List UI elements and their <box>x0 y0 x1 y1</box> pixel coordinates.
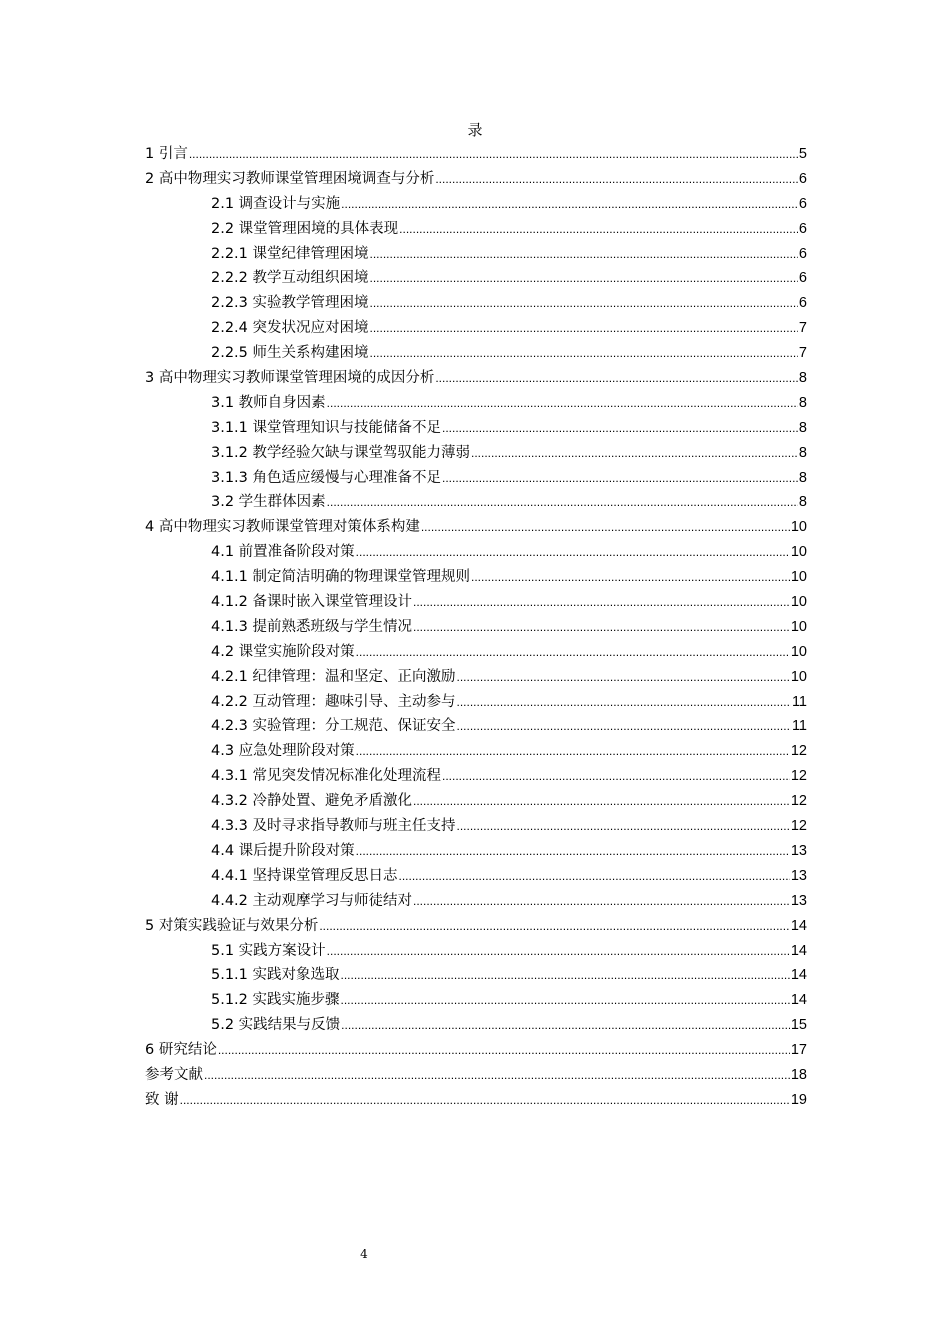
toc-entry-page: 12 <box>790 818 807 835</box>
toc-dot-leader <box>435 167 798 192</box>
toc-entry-label: 4.2.3 实验管理：分工规范、保证安全 <box>211 718 456 735</box>
toc-entry-label: 4.4 课后提升阶段对策 <box>211 842 355 859</box>
toc-dot-leader <box>356 839 790 864</box>
toc-entry-label: 5.1 实践方案设计 <box>211 942 326 959</box>
toc-dot-leader <box>457 665 790 690</box>
toc-entry-label: 4.3.1 常见突发情况标准化处理流程 <box>211 768 442 785</box>
toc-entry-label: 4.1 前置准备阶段对策 <box>211 544 355 561</box>
toc-dot-leader <box>413 590 790 615</box>
toc-entry-label: 2 高中物理实习教师课堂管理困境调查与分析 <box>145 170 435 187</box>
toc-entry-page: 6 <box>798 195 807 212</box>
toc-entry[interactable] <box>145 764 807 789</box>
toc-dot-leader <box>341 192 798 217</box>
toc-entry-page: 19 <box>790 1091 807 1108</box>
toc-entry-page: 10 <box>790 668 807 685</box>
toc-dot-leader <box>413 789 790 814</box>
toc-entry[interactable] <box>145 167 807 192</box>
toc-entry-label: 4.4.2 主动观摩学习与师徒结对 <box>211 892 413 909</box>
toc-entry-page: 6 <box>798 170 807 187</box>
toc-entry[interactable] <box>145 441 807 466</box>
toc-dot-leader <box>442 466 798 491</box>
toc-entry[interactable] <box>145 266 807 291</box>
toc-entry-label: 4.4.1 坚持课堂管理反思日志 <box>211 867 398 884</box>
toc-entry-label: 2.2.4 突发状况应对困境 <box>211 320 369 337</box>
toc-entry-page: 11 <box>791 693 807 710</box>
toc-entry[interactable] <box>145 1013 807 1038</box>
toc-entry-label: 4.1.1 制定简洁明确的物理课堂管理规则 <box>211 569 471 586</box>
toc-entry-page: 6 <box>798 295 807 312</box>
toc-entry-page: 8 <box>798 494 807 511</box>
toc-entry-label: 6 研究结论 <box>145 1042 217 1059</box>
toc-entry[interactable] <box>145 739 807 764</box>
toc-entry-page: 18 <box>790 1066 807 1083</box>
toc-entry[interactable] <box>145 1063 807 1088</box>
toc-entry-label: 4.1.3 提前熟悉班级与学生情况 <box>211 618 413 635</box>
toc-dot-leader <box>370 341 798 366</box>
toc-entry[interactable] <box>145 1088 807 1113</box>
toc-entry-page: 17 <box>790 1042 807 1059</box>
toc-entry-label: 1 引言 <box>145 146 188 162</box>
toc-entry-label: 3.2 学生群体因素 <box>211 494 326 511</box>
toc-dot-leader <box>327 391 798 416</box>
toc-entry[interactable] <box>145 914 807 939</box>
toc-entry[interactable] <box>145 391 807 416</box>
toc-entry-page: 8 <box>798 444 807 461</box>
toc-entry[interactable] <box>145 615 807 640</box>
toc-entry-label: 2.2 课堂管理困境的具体表现 <box>211 220 399 237</box>
toc-entry-page: 7 <box>798 320 807 337</box>
table-of-contents <box>145 142 807 1113</box>
toc-entry[interactable] <box>145 839 807 864</box>
toc-dot-leader <box>218 1038 790 1063</box>
toc-entry[interactable] <box>145 988 807 1013</box>
toc-entry[interactable] <box>145 142 807 167</box>
toc-entry-label: 5.2 实践结果与反馈 <box>211 1017 341 1034</box>
toc-entry-page: 6 <box>798 270 807 287</box>
toc-entry-page: 7 <box>798 345 807 362</box>
toc-entry-page: 10 <box>790 594 807 611</box>
toc-entry-label: 3.1.1 课堂管理知识与技能储备不足 <box>211 419 442 436</box>
toc-entry-label: 参考文献 <box>145 1066 203 1083</box>
toc-dot-leader <box>457 690 791 715</box>
toc-dot-leader <box>204 1063 790 1088</box>
toc-entry[interactable] <box>145 341 807 366</box>
toc-dot-leader <box>180 1088 790 1113</box>
toc-entry[interactable] <box>145 217 807 242</box>
toc-entry-page: 8 <box>798 370 807 387</box>
toc-entry-page: 13 <box>790 842 807 859</box>
toc-dot-leader <box>341 1013 790 1038</box>
toc-dot-leader <box>457 814 790 839</box>
toc-entry-label: 3.1 教师自身因素 <box>211 394 326 411</box>
toc-entry-label: 4.2.2 互动管理：趣味引导、主动参与 <box>211 693 456 710</box>
toc-entry-label: 2.1 调查设计与实施 <box>211 195 341 212</box>
toc-entry[interactable] <box>145 416 807 441</box>
toc-entry-label: 2.2.5 师生关系构建困境 <box>211 345 369 362</box>
toc-entry-label: 5.1.2 实践实施步骤 <box>211 992 340 1009</box>
toc-entry[interactable] <box>145 690 807 715</box>
toc-dot-leader <box>399 217 798 242</box>
toc-entry-label: 4.3.3 及时寻求指导教师与班主任支持 <box>211 818 456 835</box>
toc-entry[interactable] <box>145 366 807 391</box>
toc-entry-page: 14 <box>790 967 807 984</box>
toc-entry-label: 5.1.1 实践对象选取 <box>211 967 340 984</box>
toc-entry[interactable] <box>145 939 807 964</box>
toc-entry-label: 2.2.3 实验教学管理困境 <box>211 295 369 312</box>
toc-entry-page: 8 <box>798 469 807 486</box>
toc-dot-leader <box>356 739 790 764</box>
toc-dot-leader <box>421 515 790 540</box>
toc-dot-leader <box>413 889 790 914</box>
toc-entry-label: 2.2.1 课堂纪律管理困境 <box>211 245 369 262</box>
toc-dot-leader <box>356 540 790 565</box>
toc-dot-leader <box>457 714 791 739</box>
toc-dot-leader <box>341 988 790 1013</box>
toc-entry-label: 3.1.2 教学经验欠缺与课堂驾驭能力薄弱 <box>211 444 471 461</box>
toc-entry[interactable] <box>145 466 807 491</box>
toc-entry-page: 5 <box>798 146 807 162</box>
toc-entry-label: 5 对策实践验证与效果分析 <box>145 917 319 934</box>
toc-entry[interactable] <box>145 490 807 515</box>
toc-entry[interactable] <box>145 1038 807 1063</box>
toc-entry[interactable] <box>145 640 807 665</box>
toc-dot-leader <box>471 565 790 590</box>
toc-dot-leader <box>471 441 798 466</box>
toc-entry-label: 致 谢 <box>145 1091 179 1108</box>
toc-dot-leader <box>370 316 798 341</box>
toc-entry-page: 14 <box>790 917 807 934</box>
toc-dot-leader <box>319 914 790 939</box>
toc-entry-label: 4 高中物理实习教师课堂管理对策体系构建 <box>145 519 420 536</box>
toc-entry[interactable] <box>145 565 807 590</box>
toc-entry-page: 13 <box>790 867 807 884</box>
toc-entry-page: 10 <box>790 569 807 586</box>
toc-entry-label: 3.1.3 角色适应缓慢与心理准备不足 <box>211 469 442 486</box>
toc-entry[interactable] <box>145 963 807 988</box>
toc-entry-page: 12 <box>790 768 807 785</box>
toc-entry[interactable] <box>145 291 807 316</box>
toc-entry-label: 3 高中物理实习教师课堂管理困境的成因分析 <box>145 370 435 387</box>
toc-entry[interactable] <box>145 242 807 267</box>
toc-entry[interactable] <box>145 665 807 690</box>
toc-entry-label: 4.2 课堂实施阶段对策 <box>211 643 355 660</box>
toc-dot-leader <box>399 864 790 889</box>
toc-entry-page: 14 <box>790 992 807 1009</box>
toc-entry-page: 12 <box>790 793 807 810</box>
toc-entry-page: 15 <box>790 1017 807 1034</box>
toc-entry[interactable] <box>145 889 807 914</box>
toc-entry[interactable] <box>145 814 807 839</box>
page-number: 4 <box>360 1247 368 1261</box>
toc-entry-page: 6 <box>798 245 807 262</box>
toc-entry-label: 4.3.2 冷静处置、避免矛盾激化 <box>211 793 413 810</box>
toc-entry-page: 12 <box>790 743 807 760</box>
toc-dot-leader <box>327 490 798 515</box>
toc-entry[interactable] <box>145 316 807 341</box>
toc-entry[interactable] <box>145 192 807 217</box>
toc-entry-label: 4.1.2 备课时嵌入课堂管理设计 <box>211 594 413 611</box>
toc-dot-leader <box>356 640 790 665</box>
toc-entry-page: 10 <box>790 519 807 536</box>
toc-title: 录 <box>467 121 483 139</box>
toc-entry-page: 6 <box>798 220 807 237</box>
toc-entry-label: 4.2.1 纪律管理：温和坚定、正向激励 <box>211 668 456 685</box>
toc-dot-leader <box>435 366 798 391</box>
toc-entry[interactable] <box>145 714 807 739</box>
toc-entry-page: 8 <box>798 419 807 436</box>
toc-entry[interactable] <box>145 864 807 889</box>
toc-entry-page: 13 <box>790 892 807 909</box>
toc-entry-page: 10 <box>790 544 807 561</box>
toc-dot-leader <box>341 963 790 988</box>
toc-dot-leader <box>370 242 798 267</box>
toc-entry-page: 10 <box>790 618 807 635</box>
toc-entry-label: 2.2.2 教学互动组织困境 <box>211 270 369 287</box>
toc-entry-page: 11 <box>791 718 807 735</box>
toc-dot-leader <box>442 416 798 441</box>
toc-entry[interactable] <box>145 515 807 540</box>
toc-entry[interactable] <box>145 590 807 615</box>
toc-dot-leader <box>370 266 798 291</box>
toc-entry[interactable] <box>145 540 807 565</box>
toc-dot-leader <box>189 142 798 167</box>
toc-entry-label: 4.3 应急处理阶段对策 <box>211 743 355 760</box>
toc-dot-leader <box>413 615 790 640</box>
toc-dot-leader <box>327 939 790 964</box>
toc-entry-page: 14 <box>790 942 807 959</box>
toc-entry-page: 10 <box>790 643 807 660</box>
toc-entry[interactable] <box>145 789 807 814</box>
toc-dot-leader <box>442 764 790 789</box>
toc-entry-page: 8 <box>798 394 807 411</box>
toc-dot-leader <box>370 291 798 316</box>
